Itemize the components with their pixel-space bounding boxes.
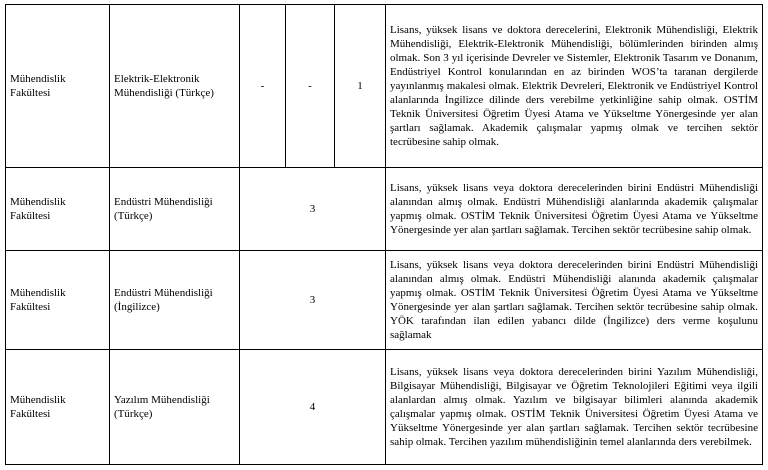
- position-count-cell: -: [286, 5, 335, 168]
- table-row: [6, 168, 763, 251]
- department-cell: Elektrik-Elektronik Mühendisliği (Türkçe): [110, 5, 240, 168]
- requirements-cell: Lisans, yüksek lisans veya doktora derecelerinden birini Endüstri Mühendisliği alanından almış olmak. Endüstri Mühendisliği alanında akademik çalışmalar yapmış olmak. OSTİM Teknik Üniversitesi Öğretim Üyesi Atama ve Yükseltme Yönergesinde yer alan şartları sağlamak. Tercihen sektör tecrübesine sahip olmak. YÖK tarafından ilan edilen yabancı dilde (İngilizce) ders verme koşulunu sağlamak: [386, 251, 763, 350]
- position-count-cell: -: [240, 5, 286, 168]
- requirements-cell: Lisans, yüksek lisans ve doktora derecelerini, Elektronik Mühendisliği, Elektrik Mühendisliği, Elektrik-Elektronik Mühendisliği, bölümlerinden birinden almış olmak. Son 3 yıl içerisinde Devreler ve Sistemler, Elektronik Tasarım ve Donanım, Endüstriyel Kontrol konularından en az birinden WOS’ta taranan dergilerde yayınlanmış makalesi olmak. Elektrik Devreleri, Elektronik ve Endüstriyel Kontrol alanlarında İngilizce dilinde ders verebilme yetkinliğine sahip olmak. OSTİM Teknik Üniversitesi Öğretim Üyesi Atama ve Yükseltme Yönergesinde yer alan şartları sağlamak. Akademik çalışmalar yapmış olmak ve tercihen sektör tecrübesine sahip olmak.: [386, 5, 763, 168]
- table-row: [6, 5, 763, 168]
- department-cell: Endüstri Mühendisliği (Türkçe): [110, 168, 240, 251]
- position-count-cell: 3: [240, 168, 386, 251]
- table-row: [6, 251, 763, 350]
- position-count-cell: 1: [335, 5, 386, 168]
- faculty-cell: Mühendislik Fakültesi: [6, 5, 110, 168]
- position-count-cell: 4: [240, 350, 386, 465]
- table-row: [6, 350, 763, 465]
- faculty-cell: Mühendislik Fakültesi: [6, 168, 110, 251]
- requirements-cell: Lisans, yüksek lisans veya doktora derecelerinden birini Endüstri Mühendisliği alanından almış olmak. Endüstri Mühendisliği alanlarında akademik çalışmalar yapmış olmak. OSTİM Teknik Üniversitesi Öğretim Üyesi Atama ve Yükseltme Yönergesinde yer alan şartları sağlamak. Tercihen sektör tecrübesine sahip olmak.: [386, 168, 763, 251]
- position-table: [5, 4, 763, 465]
- faculty-cell: Mühendislik Fakültesi: [6, 350, 110, 465]
- faculty-cell: Mühendislik Fakültesi: [6, 251, 110, 350]
- requirements-cell: Lisans, yüksek lisans veya doktora derecelerinden birini Yazılım Mühendisliği, Bilgisayar Mühendisliği, Bilgisayar ve Öğretim Teknolojileri Eğitimi veya ilgili alanlardan almış olmak. Yazılım ve bilgisayar bilimleri alanında akademik çalışmalar yapmış olmak. OSTİM Teknik Üniversitesi Öğretim Üyesi Atama ve Yükseltme Yönergesinde yer alan şartları sağlamak. Tercihen sektör tecrübesine sahip olmak. Tercihen yazılım mühendisliğinin temel alanlarında ders verebilmek.: [386, 350, 763, 465]
- department-cell: Endüstri Mühendisliği (İngilizce): [110, 251, 240, 350]
- position-count-cell: 3: [240, 251, 386, 350]
- department-cell: Yazılım Mühendisliği (Türkçe): [110, 350, 240, 465]
